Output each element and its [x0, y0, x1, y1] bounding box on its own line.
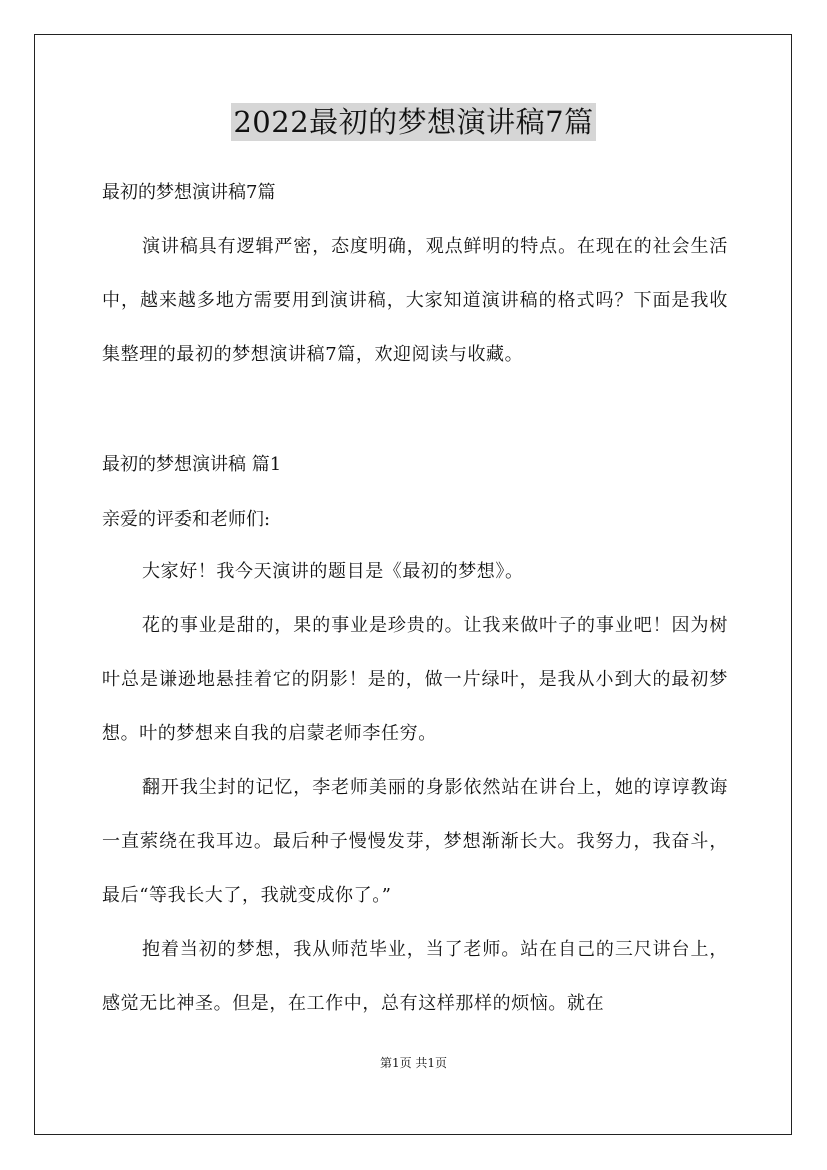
subtitle: 最初的梦想演讲稿7篇	[102, 182, 276, 203]
document-title-wrap	[0, 100, 827, 141]
page-number-footer: 第1页 共1页	[379, 1056, 448, 1070]
document-title: 2022最初的梦想演讲稿7篇	[233, 105, 594, 139]
body-paragraph-4: 抱着当初的梦想，我从师范毕业，当了老师。站在自己的三尺讲台上，感觉无比神圣。但是，在工作中，总有这样那样的烦恼。就在	[102, 939, 728, 1014]
body-paragraph-3: 翻开我尘封的记忆，李老师美丽的身影依然站在讲台上，她的谆谆教诲一直萦绕在我耳边。最后种子慢慢发芽，梦想渐渐长大。我努力，我奋斗，最后“等我长大了，我就变成你了。”	[102, 777, 728, 906]
body-paragraph-2: 花的事业是甜的，果的事业是珍贵的。让我来做叶子的事业吧！因为树叶总是谦逊地悬挂着它的阴影！是的，做一片绿叶，是我从小到大的最初梦想。叶的梦想来自我的启蒙老师李任穷。	[102, 615, 728, 744]
intro-paragraph: 演讲稿具有逻辑严密，态度明确，观点鲜明的特点。在现在的社会生活中，越来越多地方需要用到演讲稿，大家知道演讲稿的格式吗？下面是我收集整理的最初的梦想演讲稿7篇，欢迎阅读与收藏。	[102, 236, 728, 365]
salutation: 亲爱的评委和老师们:	[102, 509, 271, 530]
section-heading: 最初的梦想演讲稿 篇1	[102, 454, 282, 475]
body-paragraph-1: 大家好！我今天演讲的题目是《最初的梦想》。	[142, 561, 524, 582]
